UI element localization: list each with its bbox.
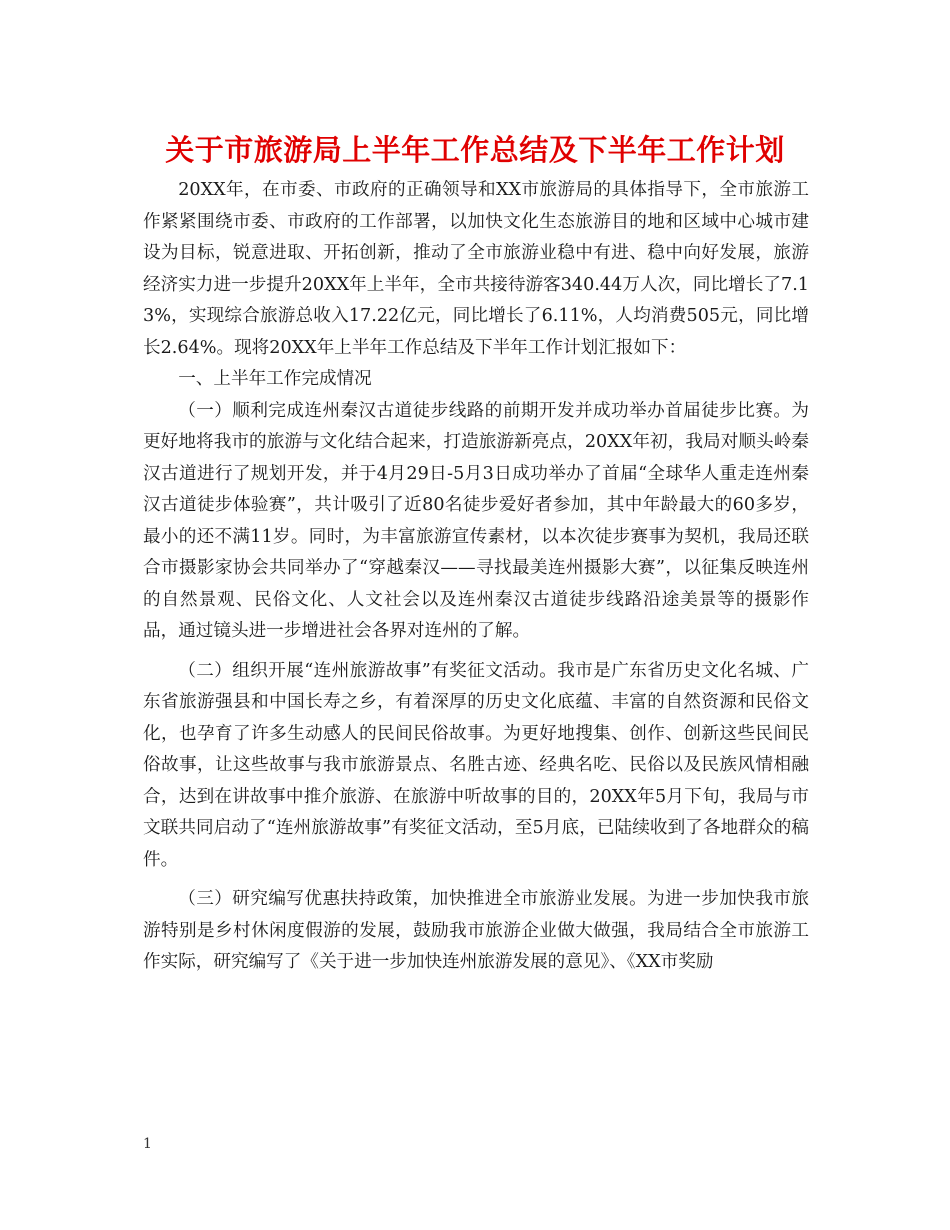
section-heading-first-half: 一、上半年工作完成情况 xyxy=(178,369,372,389)
document-body xyxy=(143,175,809,979)
paragraph-item-2: （二）组织开展“连州旅游故事”有奖征文活动。我市是广东省历史文化名城、广东省旅游强县和中国长寿之乡，有着深厚的历史文化底蕴、丰富的自然资源和民俗文化，也孕育了许多生动感人的民间民俗故事。为更好地搜集、创作、创新这些民间民俗故事，让这些故事与我市旅游景点、名胜古迹、经典名吃、民俗以及民族风情相融合，达到在讲故事中推介旅游、在旅游中听故事的目的，20XX年5月下旬，我局与市文联共同启动了“连州旅游故事”有奖征文活动，至5月底，已陆续收到了各地群众的稿件。 xyxy=(143,660,809,870)
paragraph-item-3: （三）研究编写优惠扶持政策，加快推进全市旅游业发展。为进一步加快我市旅游特别是乡村休闲度假游的发展，鼓励我市旅游企业做大做强，我局结合全市旅游工作实际，研究编写了《关于进一步加快连州旅游发展的意见》、《XX市奖励 xyxy=(143,889,809,972)
paragraph-item-1: （一）顺利完成连州秦汉古道徒步线路的前期开发并成功举办首届徒步比赛。为更好地将我市的旅游与文化结合起来，打造旅游新亮点，20XX年初，我局对顺头岭秦汉古道进行了规划开发，并于4月29日-5月3日成功举办了首届“全球华人重走连州秦汉古道徒步体验赛”，共计吸引了近80名徒步爱好者参加，其中年龄最大的60多岁，最小的还不满11岁。同时，为丰富旅游宣传素材，以本次徒步赛事为契机，我局还联合市摄影家协会共同举办了“穿越秦汉——寻找最美连州摄影大赛”，以征集反映连州的自然景观、民俗文化、人文社会以及连州秦汉古道徒步线路沿途美景等的摄影作品，通过镜头进一步增进社会各界对连州的了解。 xyxy=(143,400,809,641)
document-title: 关于市旅游局上半年工作总结及下半年工作计划 xyxy=(165,133,785,167)
paragraph-intro: 20XX年，在市委、市政府的正确领导和XX市旅游局的具体指导下，全市旅游工作紧紧围绕市委、市政府的工作部署，以加快文化生态旅游目的地和区域中心城市建设为目标，锐意进取、开拓创新，推动了全市旅游业稳中有进、稳中向好发展，旅游经济实力进一步提升20XX年上半年，全市共接待游客340.44万人次，同比增长了7.13%，实现综合旅游总收入17.22亿元，同比增长了6.11%，人均消费505元，同比增长2.64%。现将20XX年上半年工作总结及下半年工作计划汇报如下： xyxy=(143,180,809,358)
page-number: 1 xyxy=(143,1136,152,1152)
